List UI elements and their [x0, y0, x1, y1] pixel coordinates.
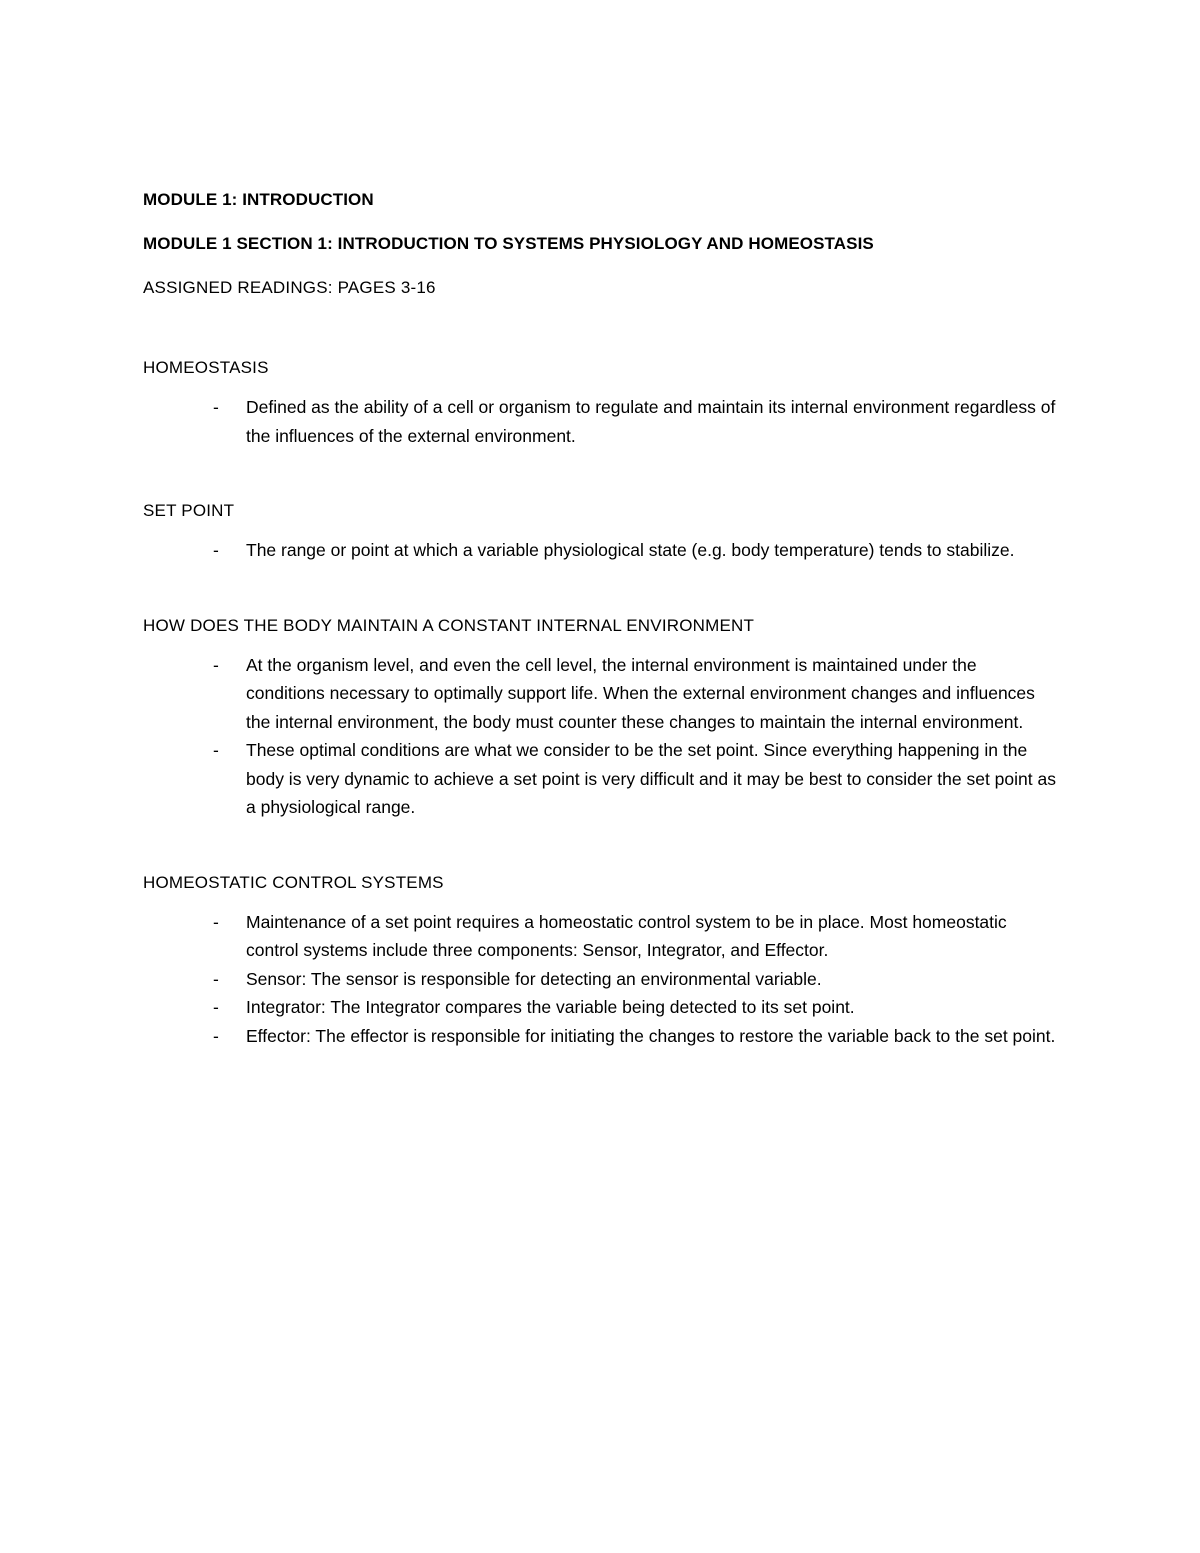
section-control-systems — [143, 871, 1060, 1051]
document-title: MODULE 1: INTRODUCTION — [143, 190, 374, 209]
section-constant-environment — [143, 614, 1060, 822]
section-heading: HOW DOES THE BODY MAINTAIN A CONSTANT INTERNAL ENVIRONMENT — [143, 615, 755, 635]
document-subtitle: MODULE 1 SECTION 1: INTRODUCTION TO SYSTEMS PHYSIOLOGY AND HOMEOSTASIS — [143, 234, 874, 253]
bullet-dash: - — [213, 911, 219, 932]
bullet-text: Maintenance of a set point requires a homeostatic control system to be in place. Most homeostatic control systems include three components: Sensor, Integrator, and Effector. — [246, 911, 1007, 960]
bullet-text: Sensor: The sensor is responsible for detecting an environmental variable. — [246, 968, 822, 989]
bullet-text: These optimal conditions are what we consider to be the set point. Since everything happening in the body is very dynamic to achieve a set point is very difficult and it may be best to consider the set point as a physiological range. — [246, 740, 1056, 817]
list-item — [143, 993, 1060, 1022]
list-item — [143, 736, 1060, 822]
list-item — [143, 1022, 1060, 1051]
bullet-dash: - — [213, 1025, 219, 1046]
bullet-text: Defined as the ability of a cell or organism to regulate and maintain its internal environment regardless of the influences of the external environment. — [246, 397, 1056, 446]
section-heading: HOMEOSTATIC CONTROL SYSTEMS — [143, 872, 444, 892]
section-heading: SET POINT — [143, 501, 235, 520]
bullet-list — [143, 536, 1060, 565]
bullet-dash: - — [213, 997, 219, 1017]
section-homeostasis — [143, 356, 1060, 450]
list-item — [143, 965, 1060, 994]
bullet-list — [143, 393, 1060, 450]
bullet-dash: - — [213, 397, 219, 417]
section-set-point — [143, 499, 1060, 565]
bullet-list — [143, 908, 1060, 1051]
bullet-text: The range or point at which a variable physiological state (e.g. body temperature) tends to stabilize. — [246, 540, 1015, 560]
list-item — [143, 651, 1060, 737]
bullet-list — [143, 651, 1060, 822]
bullet-text: Integrator: The Integrator compares the variable being detected to its set point. — [246, 997, 855, 1017]
list-item — [143, 536, 1060, 565]
list-item — [143, 393, 1060, 450]
bullet-dash: - — [213, 740, 219, 760]
assigned-readings: ASSIGNED READINGS: PAGES 3-16 — [143, 278, 436, 297]
list-item — [143, 908, 1060, 965]
bullet-dash: - — [213, 968, 219, 989]
bullet-dash: - — [213, 540, 219, 560]
section-heading: HOMEOSTASIS — [143, 358, 269, 377]
bullet-text: Effector: The effector is responsible for initiating the changes to restore the variable back to the set point. — [246, 1025, 1056, 1046]
bullet-dash: - — [213, 654, 219, 675]
bullet-text: At the organism level, and even the cell level, the internal environment is maintained under the conditions necessary to optimally support life. When the external environment changes and influences the internal environment, the body must counter these changes to maintain the internal environment. — [246, 654, 1035, 732]
